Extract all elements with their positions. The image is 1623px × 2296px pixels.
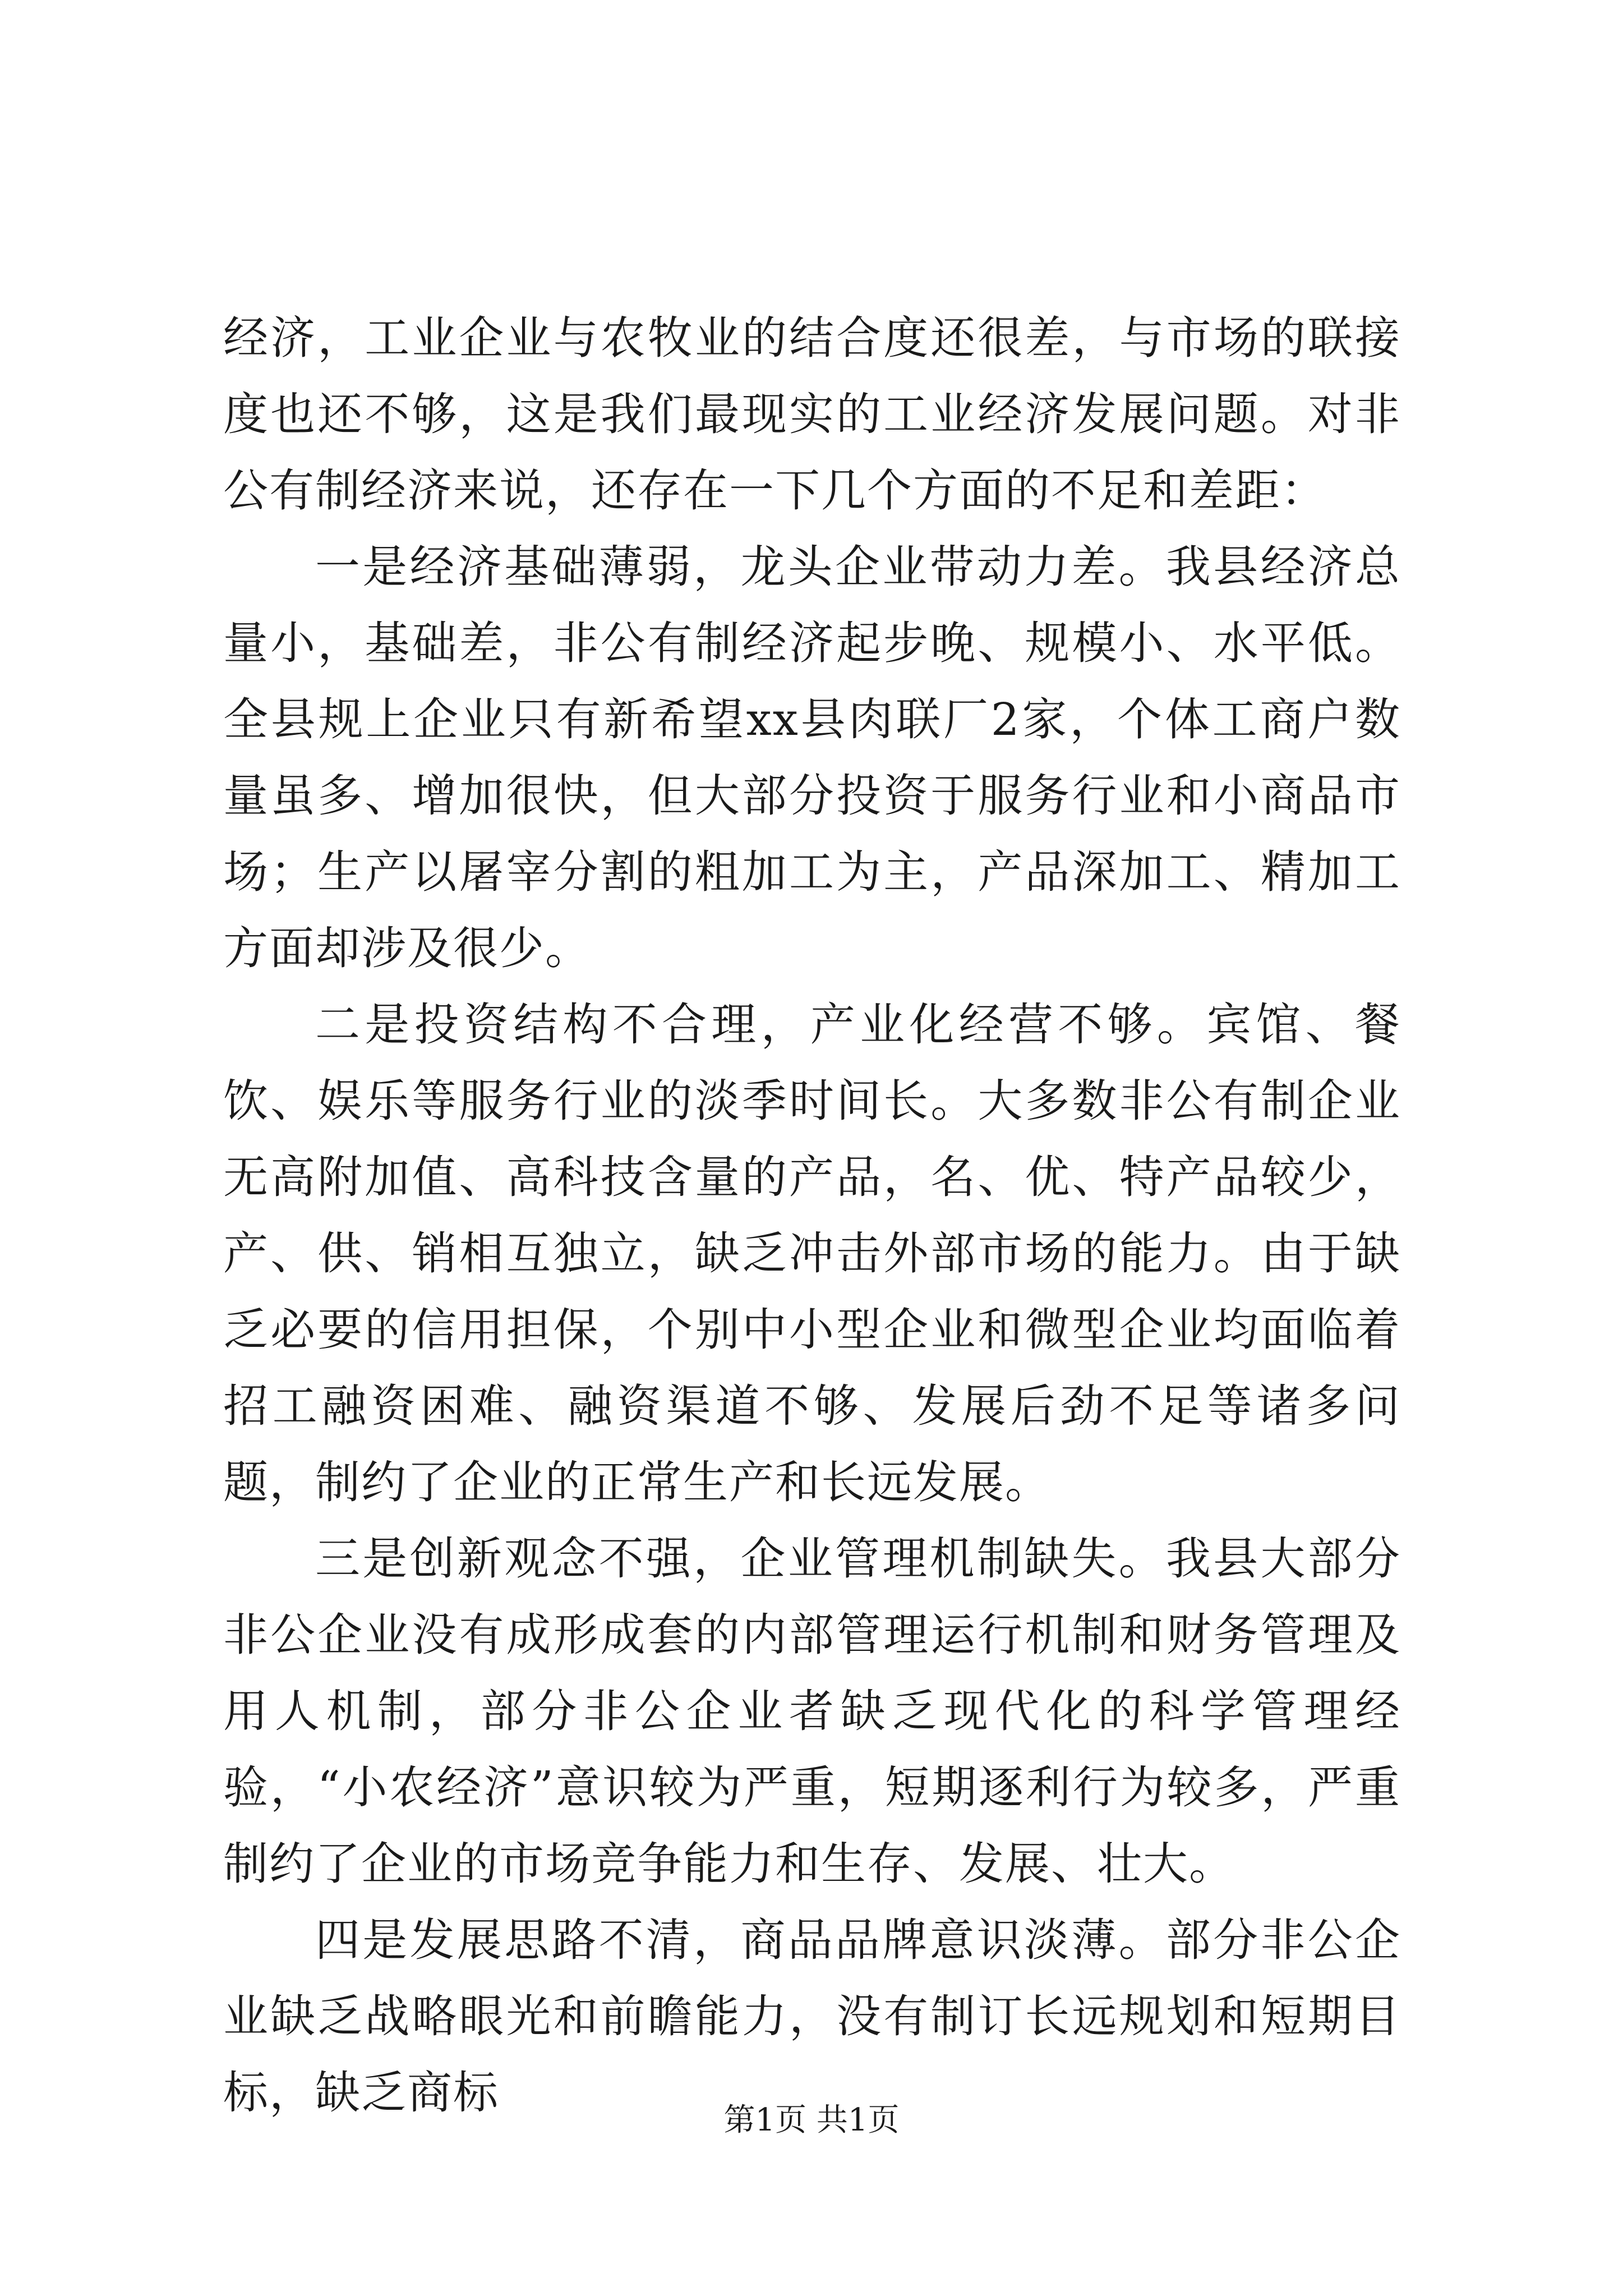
- paragraph-continuation: 经济，工业企业与农牧业的结合度还很差，与市场的联接度也还不够，这是我们最现实的工业经济发展问题。对非公有制经济来说，还存在一下几个方面的不足和差距：: [223, 312, 1401, 517]
- paragraph-point-four: 四是发展思路不清，商品品牌意识淡薄。部分非公企业缺乏战略眼光和前瞻能力，没有制订长远规划和短期目标，缺乏商标: [223, 1914, 1401, 2119]
- body-text: [223, 300, 1401, 2131]
- paragraph-point-three: 三是创新观念不强，企业管理机制缺失。我县大部分非公企业没有成形成套的内部管理运行机制和财务管理及用人机制，部分非公企业者缺乏现代化的科学管理经验，“小农经济”意识较为严重，短期逐利行为较多，严重制约了企业的市场竞争能力和生存、发展、壮大。: [223, 1533, 1401, 1890]
- paragraph-point-one: 一是经济基础薄弱，龙头企业带动力差。我县经济总量小，基础差，非公有制经济起步晚、规模小、水平低。全县规上企业只有新希望xx县肉联厂2家，个体工商户数量虽多、增加很快，但大部分投资于服务行业和小商品市场；生产以屠宰分割的粗加工为主，产品深加工、精加工方面却涉及很少。: [223, 541, 1401, 974]
- paragraph-point-two: 二是投资结构不合理，产业化经营不够。宾馆、餐饮、娱乐等服务行业的淡季时间长。大多数非公有制企业无高附加值、高科技含量的产品，名、优、特产品较少，产、供、销相互独立，缺乏冲击外部市场的能力。由于缺乏必要的信用担保，个别中小型企业和微型企业均面临着招工融资困难、融资渠道不够、发展后劲不足等诸多问题，制约了企业的正常生产和长远发展。: [223, 999, 1401, 1508]
- page-footer: 第1页 共1页: [723, 2102, 900, 2138]
